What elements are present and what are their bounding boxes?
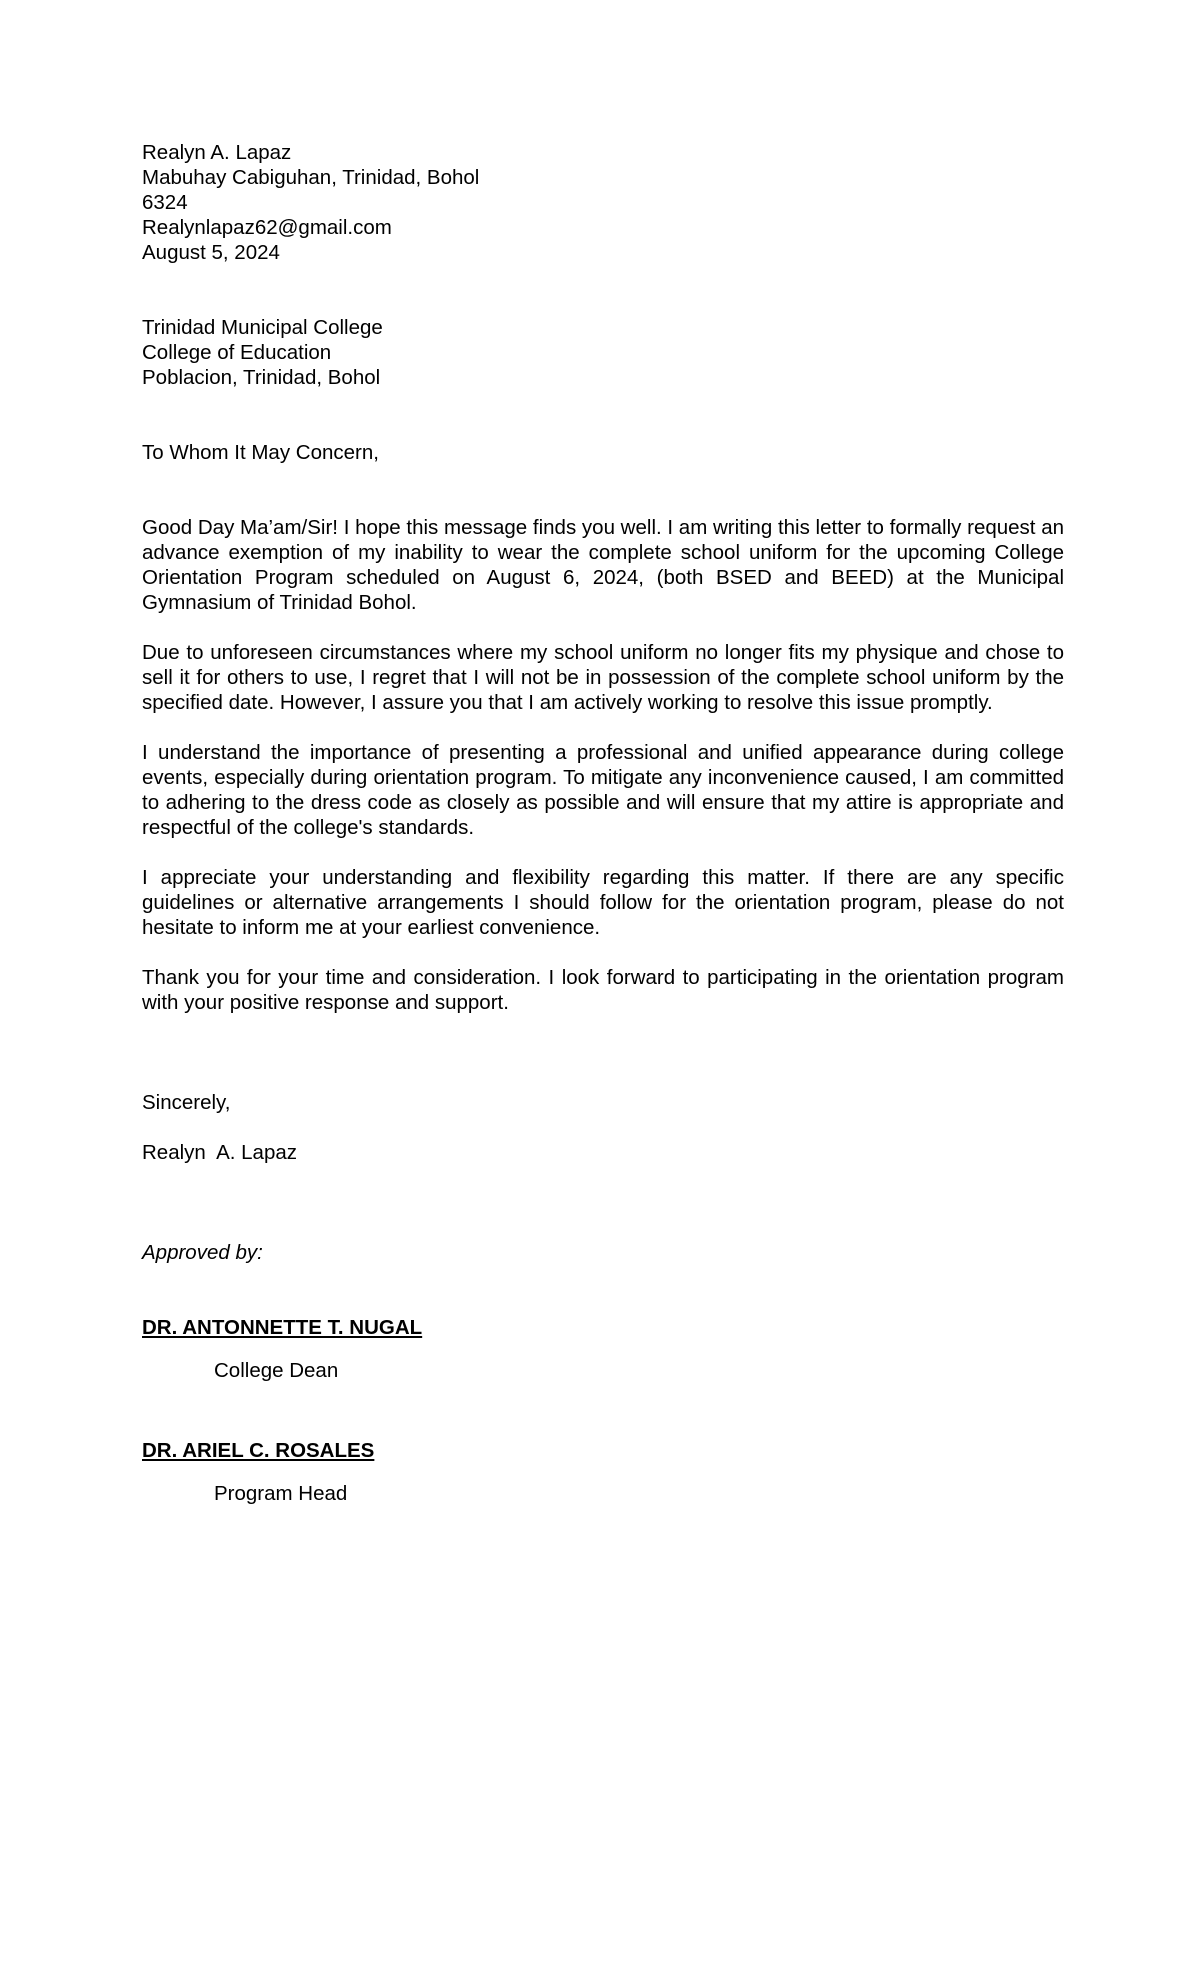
signature-name: Realyn A. Lapaz <box>142 1141 297 1164</box>
recipient-department: College of Education <box>142 341 332 364</box>
body-paragraph: Due to unforeseen circumstances where my school uniform no longer fits my physique and chose to sell it for others to use, I regret that I will not be in possession of the complete school uniform by the specified date. However, I assure you that I am actively working to resolve this issue promptly. <box>142 641 1064 714</box>
recipient-address: Poblacion, Trinidad, Bohol <box>142 366 381 389</box>
sender-address: Mabuhay Cabiguhan, Trinidad, Bohol <box>142 166 480 189</box>
salutation: To Whom It May Concern, <box>142 441 379 464</box>
sender-email: Realynlapaz62@gmail.com <box>142 216 392 239</box>
recipient-institution: Trinidad Municipal College <box>142 316 383 339</box>
sender-postal-code: 6324 <box>142 191 188 214</box>
signatory-name: DR. ARIEL C. ROSALES <box>142 1439 375 1462</box>
signatory-program-head <box>142 1438 1064 1506</box>
approved-by-label: Approved by: <box>142 1241 263 1264</box>
signatory-title: College Dean <box>214 1359 339 1382</box>
closing: Sincerely, <box>142 1091 231 1114</box>
body-paragraph: I understand the importance of presenting a professional and unified appearance during college events, especially during orientation program. To mitigate any inconvenience caused, I am committed to adhering to the dress code as closely as possible and will ensure that my attire is appropriate and respectful of the college's standards. <box>142 741 1064 839</box>
letter-date: August 5, 2024 <box>142 241 280 264</box>
body-paragraph: Good Day Ma’am/Sir! I hope this message finds you well. I am writing this letter to formally request an advance exemption of my inability to wear the complete school uniform for the upcoming College Orientation Program scheduled on August 6, 2024, (both BSED and BEED) at the Municipal Gymnasium of Trinidad Bohol. <box>142 516 1064 614</box>
body-paragraph: Thank you for your time and consideration. I look forward to participating in the orientation program with your positive response and support. <box>142 966 1064 1014</box>
signatory-name: DR. ANTONNETTE T. NUGAL <box>142 1316 423 1339</box>
signatory-title: Program Head <box>214 1482 348 1505</box>
letter-page <box>142 140 1064 1506</box>
sender-name: Realyn A. Lapaz <box>142 141 292 164</box>
letter-body <box>142 515 1064 1015</box>
recipient-block <box>142 315 1064 390</box>
signatory-dean <box>142 1315 1064 1383</box>
sender-block <box>142 140 1064 265</box>
body-paragraph: I appreciate your understanding and flexibility regarding this matter. If there are any specific guidelines or alternative arrangements I should follow for the orientation program, please do not hesitate to inform me at your earliest convenience. <box>142 866 1064 939</box>
